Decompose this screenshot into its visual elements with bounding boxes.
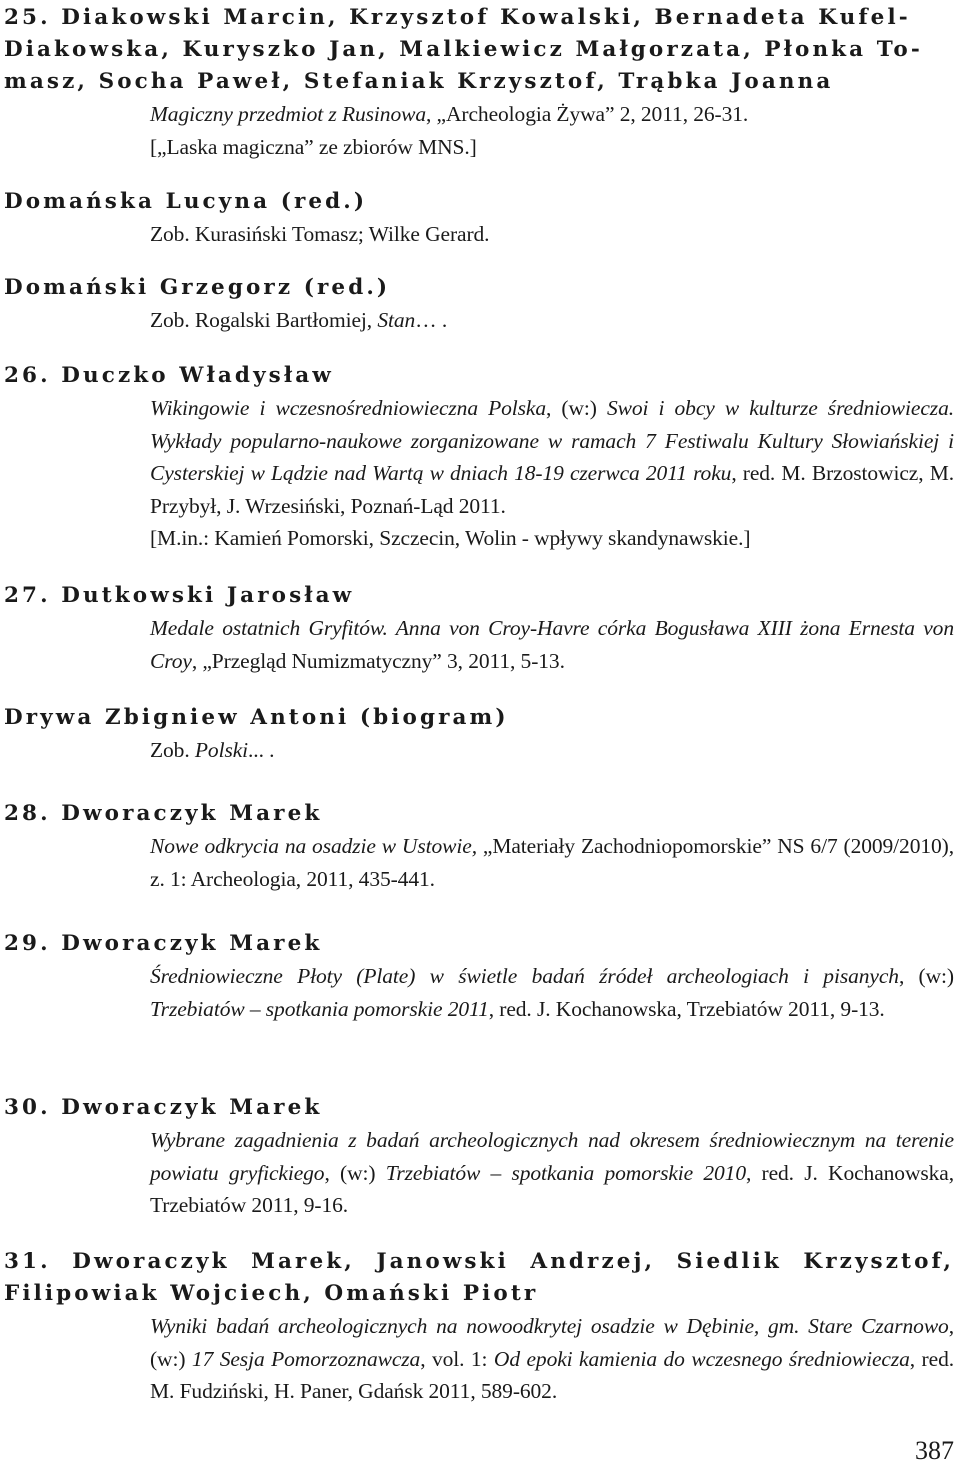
see-reference-ellipsis: … . (415, 308, 448, 332)
work-title: Magiczny przedmiot z Rusinowa (150, 102, 426, 126)
entry-note: [M.in.: Kamień Pomorski, Szczecin, Wolin - wpływy skandynawskie.] (150, 526, 751, 550)
imprint: , red. M. Fudziński, H. Paner, Gdańsk 2011, 589-602. (150, 1346, 954, 1403)
entry-body (150, 612, 954, 677)
entry-heading (4, 2, 954, 98)
bibliography-entry-26 (4, 360, 954, 555)
see-reference (150, 734, 954, 767)
entry-body (150, 830, 954, 895)
entry-body (150, 218, 954, 251)
source-info: , „Przegląd Numizmatyczny” 3, 2011, 5-13. (191, 648, 565, 673)
entry-heading: 28. Dworaczyk Marek (4, 801, 323, 826)
entry-body (150, 304, 954, 337)
entry-heading: Domańska Lucyna (red.) (4, 189, 368, 214)
bibliography-entry-25 (4, 2, 954, 163)
entry-heading: 31. Dworaczyk Marek, Janowski Andrzej, Siedlik Krzysztof, Filipowiak Wojciech, Omański Piotr (4, 1249, 954, 1306)
cross-reference-drywa (4, 702, 954, 767)
bibliography-entry-30 (4, 1092, 954, 1222)
imprint: , red. M. Brzostowicz, M. Przybył, J. Wrzesiński, Poznań-Ląd 2011. (150, 461, 954, 518)
entry-body (150, 734, 954, 767)
bibliography-entry-29 (4, 928, 954, 1025)
bibliography-entry-31 (4, 1246, 954, 1408)
book-title: Swoi i obcy w kulturze średniowiecza. Wykłady popularno-naukowe zorganizowane w ramach 7 Festiwalu Kultury Słowiańskiej i Cysterskiej w Lądzie nad Wartą w dniach 18-19 czerwca 2011 roku (150, 396, 954, 485)
in-prefix: , (w:) (546, 396, 607, 420)
work-title: Nowe odkrycia na osadzie w Ustowie, (150, 834, 477, 858)
entry-heading: 26. Duczko Władysław (4, 363, 334, 388)
entry-body (150, 98, 954, 163)
entry-heading: 30. Dworaczyk Marek (4, 1095, 323, 1120)
entry-heading: 27. Dutkowski Jarosław (4, 583, 355, 608)
entry-body (150, 1310, 954, 1408)
see-reference-title: Stan (377, 308, 416, 332)
in-prefix: , (w:) (324, 1160, 386, 1185)
work-title: Wikingowie i wczesnośredniowieczna Polska (150, 396, 547, 420)
entry-heading-line: 25. Diakowski Marcin, Krzysztof Kowalski, Bernadeta Kufel- (4, 5, 911, 30)
entry-heading: 29. Dworaczyk Marek (4, 931, 323, 956)
cross-reference-domanska (4, 186, 954, 251)
work-title: Wybrane zagadnienia z badań archeologicznych nad okresem średniowiecznym na terenie powiatu gryfickiego (150, 1128, 954, 1185)
entry-note: [„Laska magiczna” ze zbiorów MNS.] (150, 134, 477, 159)
work-title: Medale ostatnich Gryfitów. Anna von Croy-Havre córka Bogusława XIII żona Ernesta von Croy (150, 616, 954, 673)
see-reference: Zob. Kurasiński Tomasz; Wilke Gerard. (150, 222, 490, 246)
see-reference-text: Zob. Rogalski Bartłomiej, (150, 308, 378, 332)
book-title: Trzebiatów – spotkania pomorskie 2010 (385, 1160, 746, 1185)
entry-heading: Domański Grzegorz (red.) (4, 275, 391, 300)
see-reference-text: Zob. (150, 738, 195, 762)
book-title: 17 Sesja Pomorzoznawcza (191, 1346, 421, 1371)
entry-body (150, 1124, 954, 1222)
imprint: , red. J. Kochanowska, Trzebiatów 2011, 9-16. (150, 1160, 954, 1217)
work-title: Wyniki badań archeologicznych na nowoodkrytej osadzie w Dębinie, gm. Stare Czarnowo (150, 1314, 949, 1338)
see-reference-title: Polski (194, 738, 249, 762)
entry-heading-line: masz, Socha Paweł, Stefaniak Krzysztof, Trąbka Joanna (4, 69, 834, 94)
imprint: , red. J. Kochanowska, Trzebiatów 2011, 9-13. (488, 996, 885, 1021)
bibliography-entry-28 (4, 798, 954, 895)
bibliography-entry-27 (4, 580, 954, 677)
in-prefix: , (w:) (150, 1314, 954, 1371)
see-reference (150, 304, 954, 337)
page-number: 387 (915, 1436, 954, 1465)
see-reference-ellipsis: ... . (248, 738, 275, 762)
book-title: Trzebiatów – spotkania pomorskie 2011 (150, 996, 489, 1021)
entry-body (150, 960, 954, 1025)
source-info: , „Archeologia Żywa” 2, 2011, 26-31. (426, 102, 749, 126)
cross-reference-domanski (4, 272, 954, 337)
entry-heading-line: Diakowska, Kuryszko Jan, Malkiewicz Małgorzata, Płonka To- (4, 37, 923, 62)
entry-heading: Drywa Zbigniew Antoni (biogram) (4, 705, 509, 730)
volume-info: , vol. 1: (420, 1346, 494, 1371)
source-info: „Materiały Zachodniopomorskie” NS 6/7 (2009/2010), z. 1: Archeologia, 2011, 435-441. (150, 834, 954, 891)
in-prefix: , (w:) (898, 964, 954, 988)
section-title: Od epoki kamienia do wczesnego średniowiecza (493, 1346, 910, 1371)
work-title: Średniowieczne Płoty (Plate) w świetle badań źródeł archeologiach i pisanych (150, 964, 899, 988)
entry-body (150, 392, 954, 555)
